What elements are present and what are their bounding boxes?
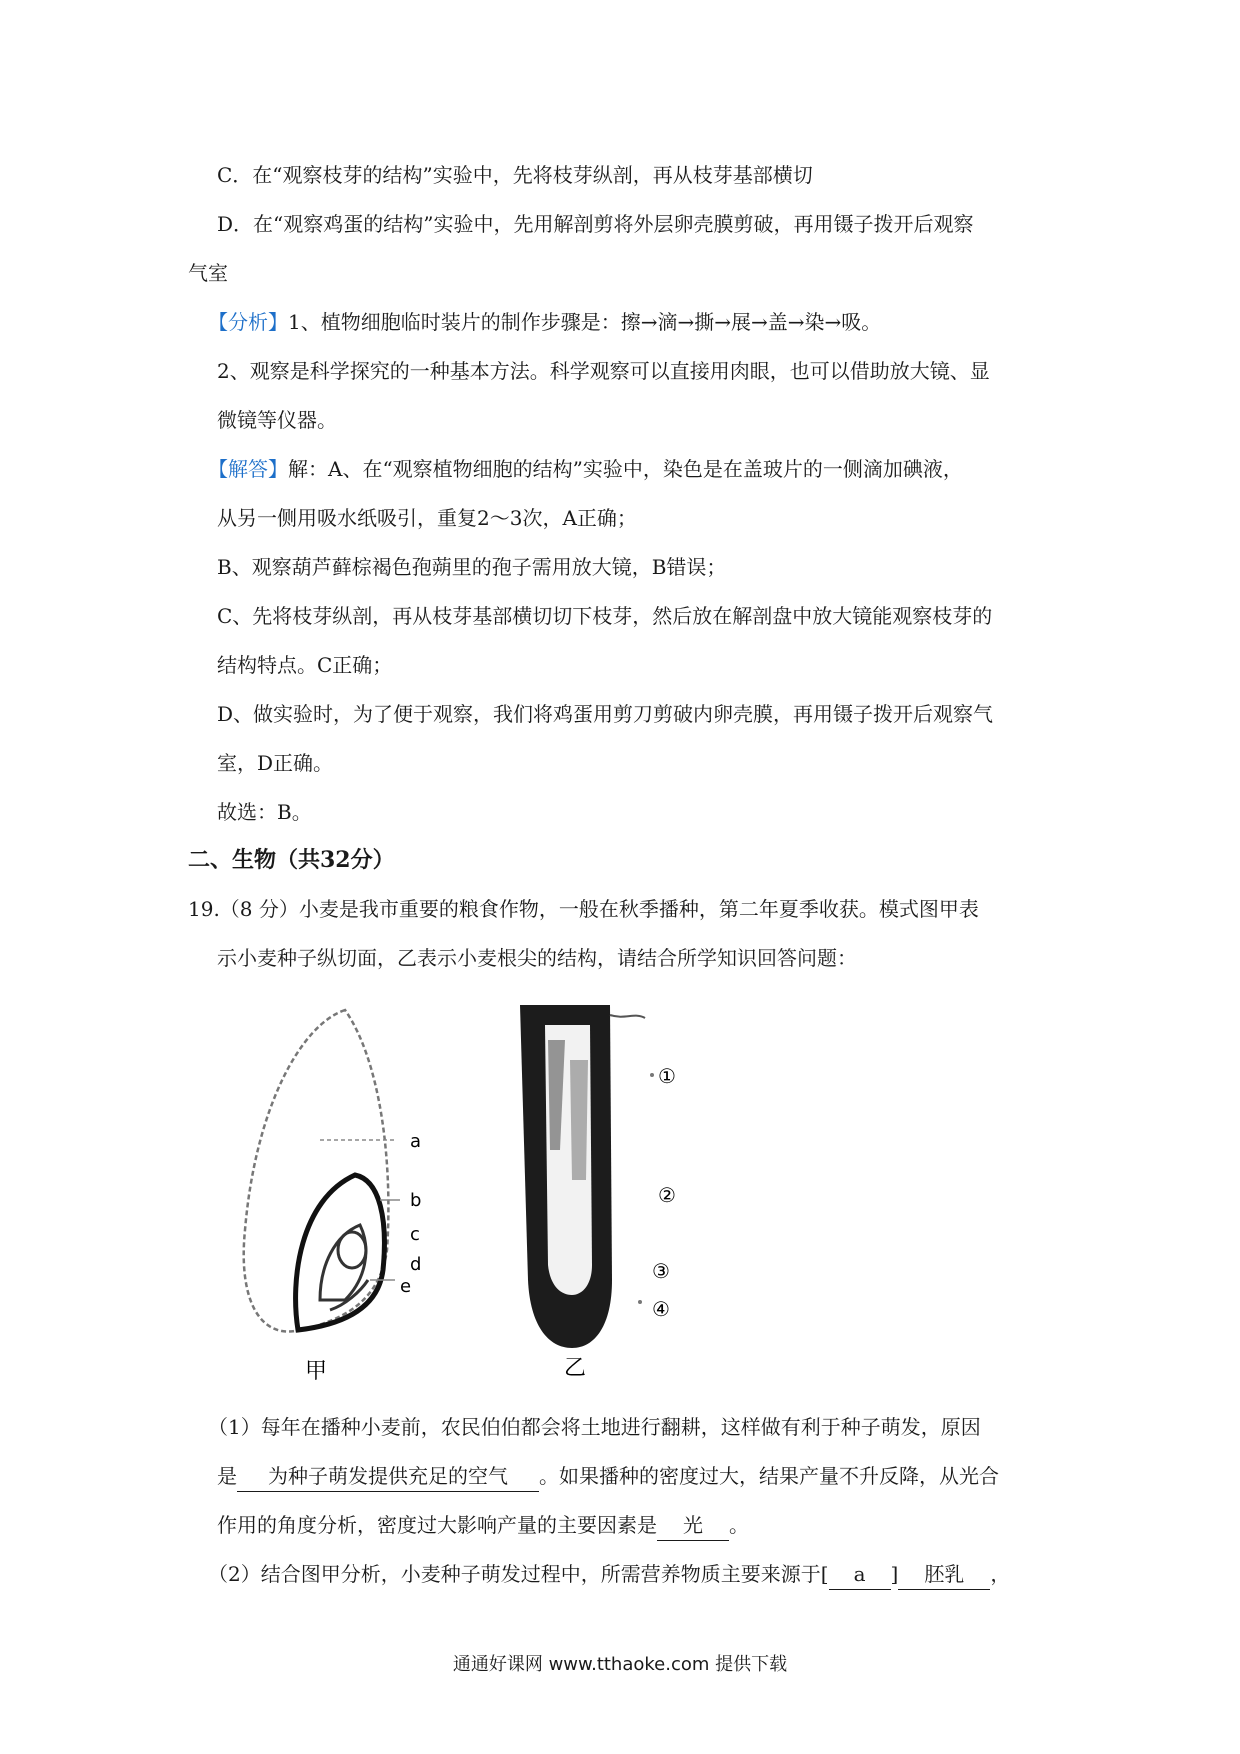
q2-answer-blank-2: 胚乳 <box>898 1559 990 1590</box>
option-d-line1: D．在“观察鸡蛋的结构”实验中，先用解剖剪将外层卵壳膜剪破，再用镊子拨开后观察 <box>217 212 974 236</box>
q1-line1: （1）每年在播种小麦前，农民伯伯都会将土地进行翻耕，这样做有利于种子萌发，原因 <box>208 1415 981 1439</box>
q1-line2-suffix: 。如果播种的密度过大，结果产量不升反降，从光合 <box>539 1464 999 1488</box>
q19-stem-line1: 19.（8 分）小麦是我市重要的粮食作物，一般在秋季播种，第二年夏季收获。模式图甲表 <box>188 897 979 921</box>
q2-mid: ] <box>890 1562 899 1586</box>
seed-diagram <box>244 1010 400 1332</box>
answer-line7: 室，D正确。 <box>217 751 334 775</box>
seed-label-c: c <box>410 1224 420 1245</box>
answer-choice: 故选：B。 <box>217 800 312 824</box>
answer-line1 <box>208 453 1060 485</box>
q1-line3 <box>217 1509 1060 1541</box>
section-title: 二、生物（共32分） <box>188 847 395 873</box>
q1-line3-suffix: 。 <box>729 1513 749 1537</box>
q1-line2-prefix: 是 <box>217 1464 237 1488</box>
q1-line3-prefix: 作用的角度分析，密度过大影响产量的主要因素是 <box>217 1513 657 1537</box>
root-label-4: ④ <box>652 1297 670 1321</box>
q1-answer-blank-1: 为种子萌发提供充足的空气 <box>237 1461 539 1492</box>
answer-text-1: 解：A、在“观察植物细胞的结构”实验中，染色是在盖玻片的一侧滴加碘液， <box>288 457 963 481</box>
root-label-2: ② <box>658 1183 676 1207</box>
root-tip-diagram <box>520 1005 654 1348</box>
answer-line4: C、先将枝芽纵剖，再从枝芽基部横切切下枝芽，然后放在解剖盘中放大镜能观察枝芽的 <box>217 604 993 628</box>
q2-answer-blank-1: a <box>829 1559 891 1590</box>
option-d-line2: 气室 <box>188 261 228 285</box>
seed-label-a: a <box>410 1131 422 1152</box>
q2-line1 <box>208 1558 1060 1590</box>
q19-stem-line2: 示小麦种子纵切面，乙表示小麦根尖的结构，请结合所学知识回答问题： <box>217 946 857 970</box>
analysis-tag: 【分析】 <box>208 310 288 334</box>
analysis-text-1: 1、植物细胞临时装片的制作步骤是：擦→滴→撕→展→盖→染→吸。 <box>288 310 882 334</box>
page-footer: 通通好课网 www.tthaoke.com 提供下载 <box>452 1654 788 1675</box>
wheat-figure <box>0 980 1240 1400</box>
q2-suffix: ， <box>990 1562 1011 1586</box>
q1-line2 <box>217 1460 1060 1492</box>
caption-yi: 乙 <box>564 1356 587 1381</box>
root-label-1: ① <box>658 1064 676 1088</box>
answer-line6: D、做实验时，为了便于观察，我们将鸡蛋用剪刀剪破内卵壳膜，再用镊子拨开后观察气 <box>217 702 994 726</box>
answer-line2: 从另一侧用吸水纸吸引，重复2～3次，A正确； <box>217 506 637 530</box>
analysis-line1 <box>208 306 1060 338</box>
answer-line3: B、观察葫芦藓棕褐色孢蒴里的孢子需用放大镜，B错误； <box>217 555 727 579</box>
root-label-3: ③ <box>652 1259 670 1283</box>
seed-label-b: b <box>410 1190 422 1211</box>
seed-label-e: e <box>400 1276 412 1297</box>
analysis-line3: 微镜等仪器。 <box>217 408 337 432</box>
caption-jia: 甲 <box>305 1359 328 1384</box>
q1-answer-blank-2: 光 <box>657 1510 729 1541</box>
answer-tag: 【解答】 <box>208 457 288 481</box>
answer-line5: 结构特点。C正确； <box>217 653 393 677</box>
option-c: C．在“观察枝芽的结构”实验中，先将枝芽纵剖，再从枝芽基部横切 <box>217 163 813 187</box>
seed-label-d: d <box>410 1254 422 1275</box>
analysis-line2: 2、观察是科学探究的一种基本方法。科学观察可以直接用肉眼，也可以借助放大镜、显 <box>217 359 990 383</box>
q2-prefix: （2）结合图甲分析，小麦种子萌发过程中，所需营养物质主要来源于[ <box>208 1562 829 1586</box>
